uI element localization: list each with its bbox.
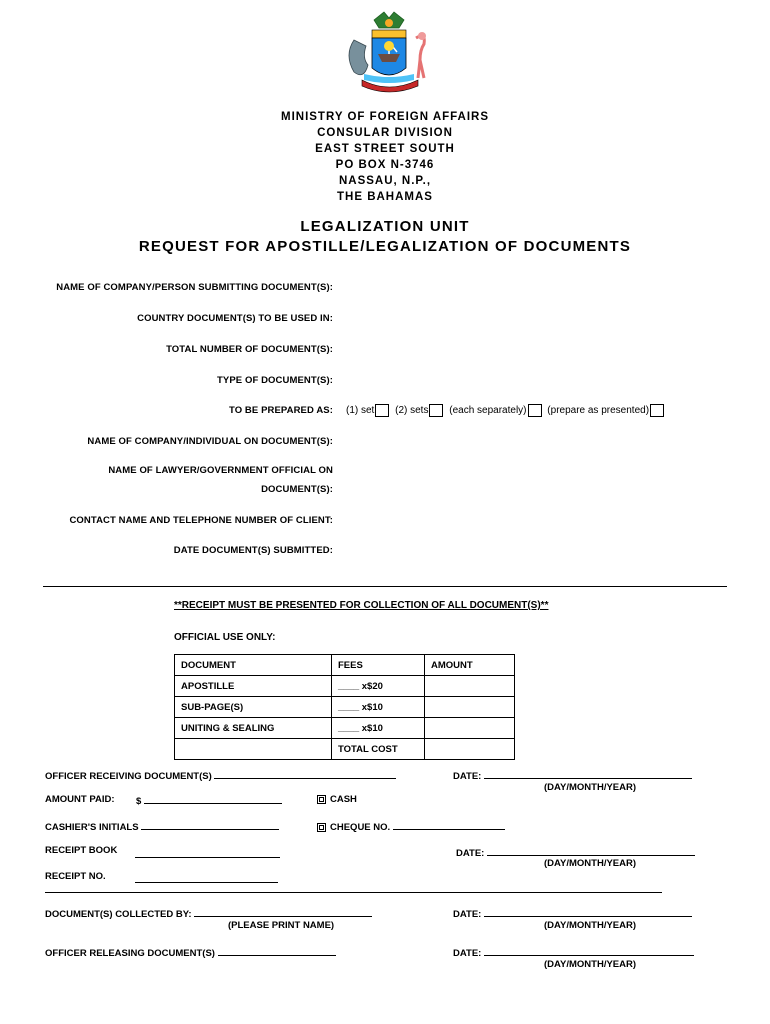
option-each-separately-label: (each separately) [449, 405, 527, 417]
table-row [175, 697, 515, 718]
cash-option[interactable] [317, 794, 357, 805]
day-month-year-hint: (DAY/MONTH/YEAR) [544, 959, 637, 970]
cheque-option [317, 820, 505, 833]
type-label: TYPE OF DOCUMENT(S): [217, 375, 333, 386]
officer-receiving-label: OFFICER RECEIVING DOCUMENT(S) [45, 771, 212, 782]
header-fees: FEES [332, 655, 425, 676]
row-amount-cell[interactable] [425, 697, 515, 718]
section-divider [43, 586, 727, 587]
officer-receiving-line[interactable] [214, 769, 396, 779]
cash-checkbox[interactable] [317, 795, 326, 804]
prepared-as-label: TO BE PREPARED AS: [228, 405, 333, 416]
header-document: DOCUMENT [175, 655, 332, 676]
cheque-label: CHEQUE NO. [330, 822, 391, 833]
option-two-sets-label: (2) sets [395, 405, 429, 417]
company-person-label: NAME OF COMPANY/PERSON SUBMITTING DOCUMENT(S): [56, 282, 333, 293]
date-line[interactable] [484, 769, 692, 779]
option-one-set-checkbox[interactable] [375, 404, 389, 417]
cheque-checkbox[interactable] [317, 823, 326, 832]
option-two-sets-checkbox[interactable] [429, 404, 443, 417]
official-use-heading: OFFICIAL USE ONLY: [174, 632, 276, 643]
company-individual-label: NAME OF COMPANY/INDIVIDUAL ON DOCUMENT(S): [87, 436, 333, 447]
pobox-line: PO BOX N-3746 [335, 159, 435, 171]
row-amount-cell[interactable] [425, 739, 515, 760]
cashiers-initials-label: CASHIER'S INITIALS [45, 822, 139, 833]
please-print-hint: (PLEASE PRINT NAME) [228, 920, 335, 931]
option-one-set-label: (1) set [346, 405, 375, 417]
officer-releasing-label: OFFICER RELEASING DOCUMENT(S) [45, 948, 215, 959]
footer-divider [45, 892, 662, 893]
day-month-year-hint: (DAY/MONTH/YEAR) [544, 782, 637, 793]
table-row [175, 718, 515, 739]
option-prepare-as-presented-checkbox[interactable] [650, 404, 664, 417]
date-label: DATE: [453, 948, 482, 959]
division-line: CONSULAR DIVISION [317, 127, 453, 139]
date-field-4 [453, 946, 694, 959]
ministry-line: MINISTRY OF FOREIGN AFFAIRS [280, 111, 490, 123]
receipt-notice: **RECEIPT MUST BE PRESENTED FOR COLLECTION OF ALL DOCUMENT(S)** [174, 600, 549, 611]
table-row [175, 676, 515, 697]
row-document: SUB-PAGE(S) [175, 697, 332, 718]
receipt-book-line[interactable] [135, 848, 280, 858]
collected-by-label: DOCUMENT(S) COLLECTED BY: [45, 909, 192, 920]
total-number-label: TOTAL NUMBER OF DOCUMENT(S): [166, 344, 333, 355]
date-label: DATE: [453, 909, 482, 920]
officer-releasing-line[interactable] [218, 946, 336, 956]
amount-paid-label: AMOUNT PAID: [45, 794, 115, 805]
row-document: UNITING & SEALING [175, 718, 332, 739]
receipt-no-line[interactable] [135, 873, 278, 883]
dollar-sign: $ [136, 796, 142, 807]
row-amount-cell[interactable] [425, 718, 515, 739]
table-header-row [175, 655, 515, 676]
country-label: COUNTRY DOCUMENT(S) TO BE USED IN: [137, 313, 333, 324]
day-month-year-hint: (DAY/MONTH/YEAR) [544, 858, 637, 869]
cashiers-initials-line[interactable] [141, 820, 279, 830]
collected-by-line[interactable] [194, 907, 372, 917]
row-amount-cell[interactable] [425, 676, 515, 697]
lawyer-label-line1: NAME OF LAWYER/GOVERNMENT OFFICIAL ON [108, 465, 333, 476]
lawyer-label-line2: DOCUMENT(S): [261, 484, 333, 495]
row-fee: ____ x$10 [332, 718, 425, 739]
row-fee: ____ x$10 [332, 697, 425, 718]
option-prepare-as-presented-label: (prepare as presented) [547, 405, 650, 417]
receipt-no-label: RECEIPT NO. [45, 871, 106, 882]
receipt-book-label: RECEIPT BOOK [45, 845, 118, 856]
officer-receiving-field [45, 769, 396, 782]
date-line[interactable] [484, 946, 694, 956]
date-line[interactable] [487, 846, 695, 856]
fees-table [174, 654, 515, 760]
row-document: APOSTILLE [175, 676, 332, 697]
day-month-year-hint: (DAY/MONTH/YEAR) [544, 920, 637, 931]
header-amount: AMOUNT [425, 655, 515, 676]
city-line: NASSAU, N.P., [338, 175, 432, 187]
row-fee: ____ x$20 [332, 676, 425, 697]
date-submitted-label: DATE DOCUMENT(S) SUBMITTED: [173, 545, 333, 556]
prepared-options [346, 404, 667, 417]
date-field-3 [453, 907, 692, 920]
street-line: EAST STREET SOUTH [315, 143, 455, 155]
date-label: DATE: [453, 771, 482, 782]
cash-label: CASH [330, 794, 357, 805]
officer-releasing-field [45, 946, 336, 959]
amount-paid-field [136, 794, 282, 807]
country-line: THE BAHAMAS [337, 191, 433, 203]
row-fee: TOTAL COST [332, 739, 425, 760]
contact-label: CONTACT NAME AND TELEPHONE NUMBER OF CLIENT: [69, 515, 333, 526]
coat-of-arms-icon [334, 10, 444, 100]
amount-paid-line[interactable] [144, 794, 282, 804]
page-subtitle: REQUEST FOR APOSTILLE/LEGALIZATION OF DOCUMENTS [138, 238, 632, 255]
date-line[interactable] [484, 907, 692, 917]
table-row [175, 739, 515, 760]
option-each-separately-checkbox[interactable] [528, 404, 542, 417]
date-label: DATE: [456, 848, 485, 859]
date-field-1 [453, 769, 692, 782]
page-title: LEGALIZATION UNIT [300, 218, 470, 235]
cheque-number-line[interactable] [393, 820, 505, 830]
collected-by-field [45, 907, 372, 920]
cashiers-initials-field [45, 820, 279, 833]
row-document [175, 739, 332, 760]
